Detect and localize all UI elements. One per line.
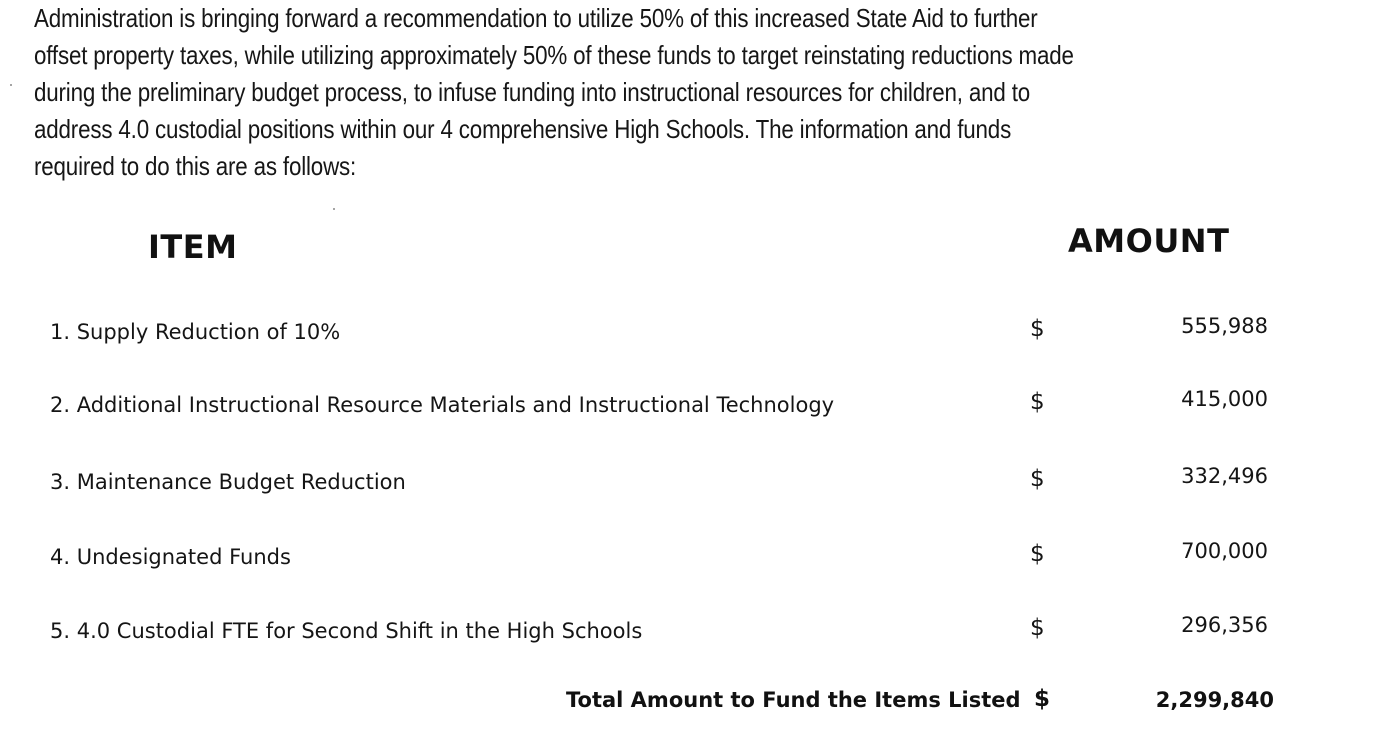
row-amount: 415,000 xyxy=(1181,387,1268,411)
table-row xyxy=(0,314,1388,356)
scan-speck xyxy=(10,84,12,86)
total-amount: 2,299,840 xyxy=(1155,688,1274,712)
intro-line: required to do this are as follows: xyxy=(34,151,357,181)
intro-line: Administration is bringing forward a recommendation to utilize 50% of this increased State Aid to further xyxy=(34,3,1038,33)
column-header-item: ITEM xyxy=(148,228,238,266)
row-currency: $ xyxy=(1030,466,1045,492)
row-amount: 555,988 xyxy=(1181,314,1268,338)
row-currency: $ xyxy=(1030,316,1045,342)
row-amount: 332,496 xyxy=(1181,464,1268,488)
table-row xyxy=(0,387,1388,429)
row-amount: 296,356 xyxy=(1181,613,1268,637)
row-label: 1. Supply Reduction of 10% xyxy=(50,320,341,344)
row-label: 4. Undesignated Funds xyxy=(50,545,291,569)
total-label: Total Amount to Fund the Items Listed xyxy=(566,688,1021,712)
intro-line: address 4.0 custodial positions within our 4 comprehensive High Schools. The information and funds xyxy=(34,114,1012,144)
intro-line: during the preliminary budget process, to infuse funding into instructional resources for children, and to xyxy=(34,77,1031,107)
row-currency: $ xyxy=(1030,615,1045,641)
column-header-amount: AMOUNT xyxy=(1068,222,1230,260)
row-currency: $ xyxy=(1030,389,1045,415)
row-amount: 700,000 xyxy=(1181,539,1268,563)
row-label: 5. 4.0 Custodial FTE for Second Shift in the High Schools xyxy=(50,619,643,643)
total-currency: $ xyxy=(1034,686,1051,712)
row-label: 3. Maintenance Budget Reduction xyxy=(50,470,406,494)
table-row xyxy=(0,539,1388,581)
row-currency: $ xyxy=(1030,541,1045,567)
intro-line: offset property taxes, while utilizing approximately 50% of these funds to target reinstating reductions made xyxy=(34,40,1074,70)
table-row xyxy=(0,613,1388,655)
intro-paragraph xyxy=(34,0,1118,185)
table-row xyxy=(0,464,1388,506)
scan-speck xyxy=(333,208,335,210)
row-label: 2. Additional Instructional Resource Materials and Instructional Technology xyxy=(50,393,835,417)
